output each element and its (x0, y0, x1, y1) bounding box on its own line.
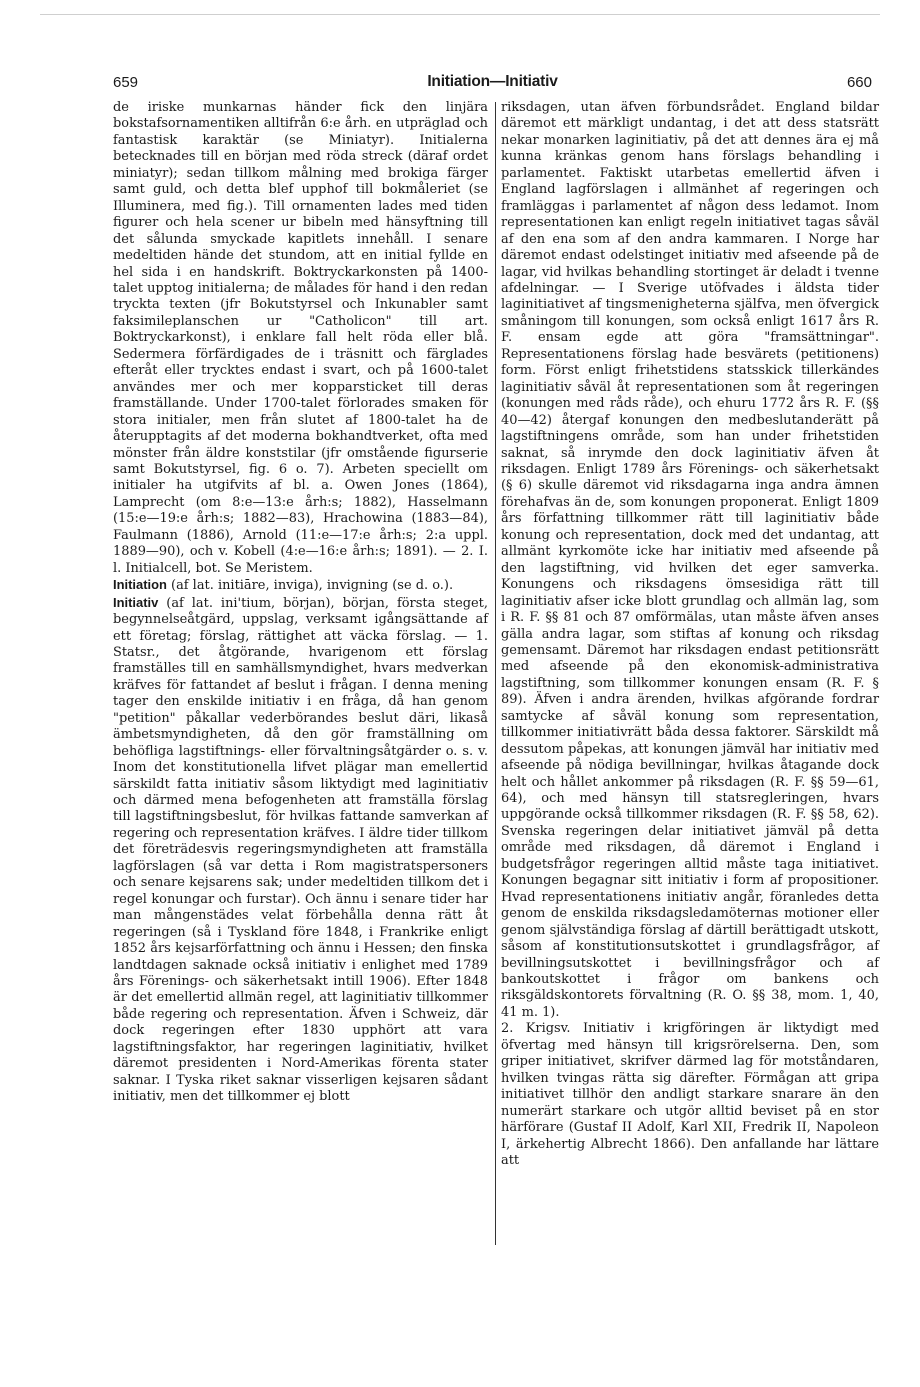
page-number-left: 659 (113, 74, 139, 91)
paragraph-text: de iriske munkarnas händer fick den linjära bokstafsornamentiken alltifrån 6:e årh. en utpräglad och fantastisk karaktär (se Miniatyr). Initialerna betecknades till en början med röda streck (däraf ordet miniatyr); sedan tillkom målning med brokiga färger samt guld, och detta blef upphof till bokmåleriet (se Illuminera, med fig.). Till ornamenten lades med tiden figurer och hela scener ur bibeln med hänsyftning till det sålunda smyckade kapitlets innehåll. I senare medeltiden hände det stundom, att en initial fyllde en hel sida i en handskrift. Boktryckarkonsten på 1400-talet upptog initialerna; de målades för hand i den redan tryckta texten (jfr Bokutstyrsel och Inkunabler samt faksimileplanschen ur "Catholicon" till art. Boktryckarkonst), i enklare fall helt röda eller blå. Sedermera förfärdigades de i träsnitt och färglades efteråt eller trycktes endast i svart, och på 1600-talet användes mer och mer kopparsticket till deras framställande. Under 1700-talet förlorades smaken för stora initialer, men från slutet af 1800-talet ha de återupptagits af det moderna bokhandtverket, ofta med mönster från äldre konststilar (jfr omstående figurserie samt Bokutstyrsel, fig. 6 o. 7). Arbeten speciellt om initialer ha utgifvits af bl. a. Owen Jones (1864), Lamprecht (om 8:e—13:e årh:s; 1882), Hasselmann (15:e—19:e årh:s; 1882—83), Hrachowina (1883—84), Faulmann (1886), Arnold (11:e—17:e årh:s; 2:a uppl. 1889—90), och v. Kobell (4:e—16:e årh:s; 1891). — 2. I. l. Initialcell, bot. Se Meristem. (113, 100, 488, 576)
paragraph-initial-continued (113, 100, 488, 577)
scan-edge-line (40, 14, 880, 15)
entry-headword: Initiativ (113, 594, 159, 610)
entry-text: (af lat. initiāre, inviga), invigning (se d. o.). (166, 578, 454, 594)
paragraph-krigsvasende (501, 1021, 879, 1169)
right-column (501, 100, 879, 1169)
entry-initiation (113, 577, 488, 594)
page-number-right: 660 (846, 74, 872, 91)
entry-text: (af lat. ini'tium, början), början, första steget, begynnelseåtgärd, uppslag, verksamt igångsättande af ett företag; förslag, rättighet att väcka förslag. — 1. Statsr., det åtgörande, hvarigenom ett förslag framställes till en samhällsmyndighet, hvars medverkan kräfves för fattandet af beslut i frågan. I denna mening tager den enskilde initiativ i en fråga, då han genom "petition" påkallar vederbörandes beslut däri, likaså ämbetsmyndigheten, då den gör framställning om behöfliga lagstiftnings- eller förvaltningsåtgärder o. s. v. Inom det konstitutionella lifvet plägar man emellertid särskildt fatta initiativ såsom liktydigt med laginitiativ och därmed mena befogenheten att framställa förslag till lagstiftningsbeslut, för hvilkas fattande samverkan af regering och representation kräfves. I äldre tider tillkom det företrädesvis regeringsmyndigheten att framställa lagförslagen (så var detta i Rom magistratspersoners och senare kejsarens sak; under medeltiden tillkom det i regel konungar och furstar). Och ännu i senare tider har man mångenstädes velat förbehålla denna rätt åt regeringen (så i Tyskland före 1848, i Frankrike enligt 1852 års kejsarförfattning och ännu i Hessen; den finska landtdagen saknade också initiativ i enlighet med 1789 års Förenings- och säkerhetsakt intill 1906). Efter 1848 är det emellertid allmän regel, att laginitiativ tillkommer både regering och representation. Äfven i Schweiz, där dock regeringen efter 1830 upphört att vara lagstiftningsfaktor, har regeringen laginitiativ, hvilket däremot presidenten i Nord-Amerikas förenta stater saknar. I Tyska riket saknar visserligen kejsaren sådant initiativ, men det tillkommer ej blott (113, 595, 488, 1105)
paragraph-text: 2. Krigsv. Initiativ i krigföringen är liktydigt med öfvertag med hänsyn till krigsrörelserna. Den, som griper initiativet, skrifver därmed lag för motståndaren, hvilken tvingas rätta sig därefter. Förmågan att gripa initiativet tillhör den andligt starkare snarare än den numerärt starkare och utgör alltid beviset på en stor härförare (Gustaf II Adolf, Karl XII, Fredrik II, Napoleon I, ärkehertig Albrecht 1866). Den anfallande har lättare att (501, 1021, 879, 1168)
paragraph-statsratt-continued (501, 100, 879, 1021)
entry-headword: Initiation (113, 577, 167, 593)
page-header (113, 74, 872, 94)
column-divider (495, 102, 496, 1245)
paragraph-text: riksdagen, utan äfven förbundsrådet. England bildar däremot ett märkligt undantag, i det att dess statsrätt nekar monarken laginitiativ, på det att dennes ära ej må kunna kränkas genom hans förslags behandling i parlamentet. Faktiskt utarbetas emellertid äfven i England lagförslagen i allmänhet af regeringen och framläggas i parlamentet af någon dess ledamot. Inom representationen kan enligt regeln initiativet tagas såväl af den ena som af den andra kammaren. I Norge har däremot endast odelstinget initiativ med afseende på de lagar, vid hvilkas behandling stortinget är deladt i tvenne afdelningar. — I Sverige utöfvades i äldsta tider laginitiativet af tingsmenigheterna själfva, men öfvergick småningom till konungen, som också enligt 1617 års R. F. ensam egde att göra "framsättningar". Representationens förslag hade besvärets (petitionens) form. Först enligt frihetstidens statsskick tillerkändes laginitiativ såväl åt representationen som åt regeringen (konungen med råds råde), och ehuru 1772 års R. F. (§§ 40—42) återgaf konungen den medbeslutanderätt på lagstiftningens område, som han under frihetstiden saknat, så inrymde den dock laginitiativ äfven åt riksdagen. Enligt 1789 års Förenings- och säkerhetsakt (§ 6) skulle däremot vid riksdagarna inga andra ämnen förehafvas än de, som konungen proponerat. Enligt 1809 års författning tillkommer rätt till laginitiativ både konung och representation, dock med det undantag, att allmänt kyrkomöte icke har initiativ med afseende på den lagstiftning, vid hvilken det eger samverka. Konungens och riksdagens ömsesidiga rätt till laginitiativ afser icke blott grundlag och allmän lag, som i R. F. §§ 81 och 87 omförmälas, utan måste äfven anses gälla andra lagar, som stiftas af konung och riksdag gemensamt. Däremot har riksdagen endast petitionsrätt med afseende på den ekonomisk-administrativa lagstiftning, som tillkommer konungen ensam (R. F. § 89). Äfven i andra ärenden, hvilkas afgörande fordrar samtycke af såväl konung som representation, tillkommer initiativrätt båda dessa faktorer. Särskildt må dessutom påpekas, att konungen jämväl har initiativ med afseende på nödiga bevillningar, hvilkas åtagande dock helt och hållet ankommer på riksdagen (R. F. §§ 59—61, 64), och med hänsyn till statsregleringen, hvars uppgörande också tillkommer riksdagen (R. F. §§ 58, 62). Svenska regeringen delar initiativet jämväl på detta område med riksdagen, då däremot i England i budgetsfrågor regeringen alltid måste taga initiativet. Konungen begagnar sitt initiativ i form af propositioner. Hvad representationens initiativ angår, föranledes detta genom de enskilda riksdagsledamöternas motioner eller genom självständiga förslag af därtill berättigadt utskott, såsom af konstitutionsutskottet i grundlagsfrågor, af bevillningsutskottet i bevillningsfrågor och af bankoutskottet i frågor om bankens och riksgäldskontorets förvaltning (R. O. §§ 38, mom. 1, 40, 41 m. 1). (501, 100, 879, 1020)
entry-initiativ (113, 595, 488, 1106)
running-title: Initiation—Initiativ (427, 73, 558, 90)
left-column (113, 100, 488, 1106)
